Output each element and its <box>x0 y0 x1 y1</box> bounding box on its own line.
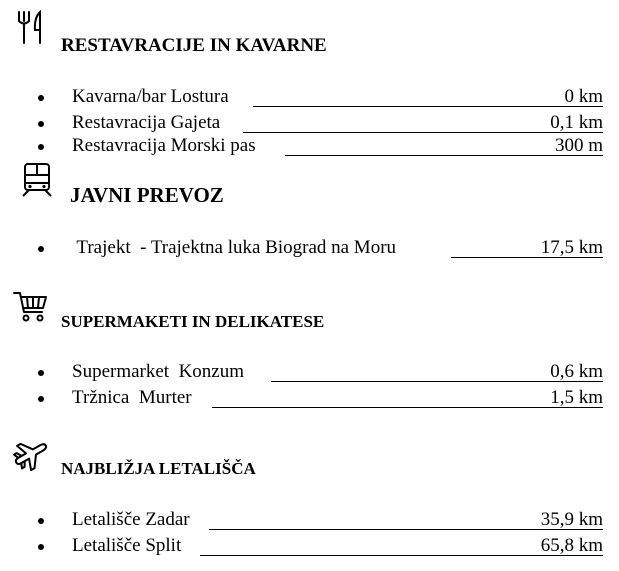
cutlery-icon <box>16 10 44 46</box>
item-label: Letališče Split <box>72 535 182 556</box>
item-label: Restavracija Gajeta <box>72 112 221 133</box>
item-distance: 1,5 km <box>550 387 603 408</box>
item-distance: 300 m <box>554 135 603 156</box>
item-distance: 65,8 km <box>540 535 603 556</box>
bullet <box>38 370 44 376</box>
section-title-airports: NAJBLIŽJA LETALIŠČA <box>61 459 256 478</box>
shopping-cart-icon <box>13 290 49 324</box>
section-title-supermarkets: SUPERMAKETI IN DELIKATESE <box>61 312 325 331</box>
item-distance: 0 km <box>564 86 603 107</box>
item-distance: 17,5 km <box>540 237 603 258</box>
train-icon <box>20 162 54 198</box>
bullet <box>38 144 44 150</box>
item-distance: 0,6 km <box>550 361 603 382</box>
list-item <box>0 509 619 531</box>
item-distance: 0,1 km <box>550 112 603 133</box>
item-label: Letališče Zadar <box>72 509 190 530</box>
list-item <box>0 535 619 557</box>
list-item <box>0 112 619 134</box>
section-title-restaurants: RESTAVRACIJE IN KAVARNE <box>61 35 327 56</box>
item-label: Restavracija Morski pas <box>72 135 256 156</box>
item-label: Kavarna/bar Lostura <box>72 86 229 107</box>
airplane-icon <box>12 437 50 471</box>
bullet <box>38 396 44 402</box>
item-distance: 35,9 km <box>540 509 603 530</box>
item-label: Trajekt - Trajektna luka Biograd na Moru <box>72 237 397 258</box>
bullet <box>38 544 44 550</box>
list-item <box>0 361 619 383</box>
leader-line <box>253 86 603 107</box>
leader-line <box>243 112 603 133</box>
list-item <box>0 237 619 259</box>
list-item <box>0 86 619 108</box>
list-item <box>0 387 619 409</box>
section-title-public-transport: JAVNI PREVOZ <box>70 183 224 207</box>
item-label: Supermarket Konzum <box>72 361 245 382</box>
leader-line <box>212 387 603 408</box>
bullet <box>38 246 44 252</box>
bullet <box>38 95 44 101</box>
bullet <box>38 121 44 127</box>
item-label: Tržnica Murter <box>72 387 192 408</box>
bullet <box>38 518 44 524</box>
list-item <box>0 135 619 157</box>
